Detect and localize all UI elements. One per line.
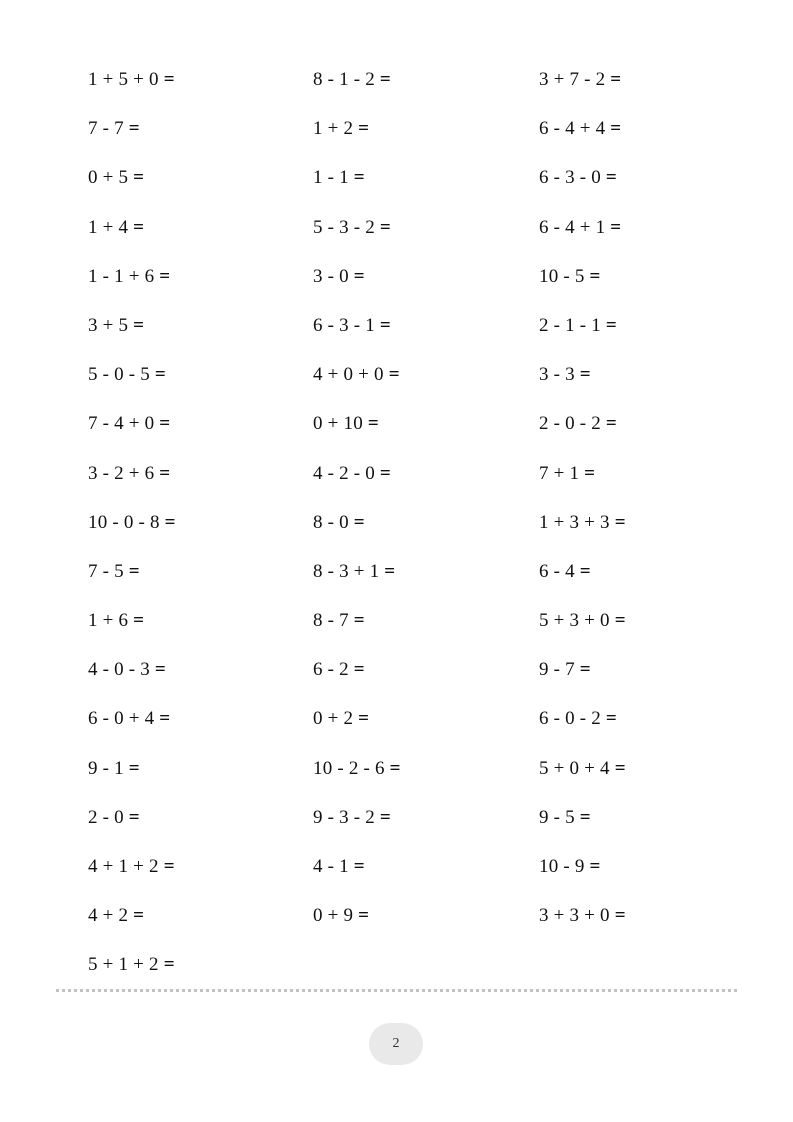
problem-expression: 0 + 10 — [313, 413, 363, 435]
problem-expression: 5 - 3 - 2 — [313, 216, 375, 238]
problem-expression: 7 - 5 — [88, 560, 124, 582]
problem-expression: 4 + 0 + 0 — [313, 364, 384, 386]
problem-expression: 5 - 0 - 5 — [88, 364, 150, 386]
math-problem — [539, 795, 648, 844]
problem-expression: 7 - 7 — [88, 118, 124, 140]
equals-sign: = — [389, 757, 401, 779]
math-problem — [313, 795, 539, 844]
equals-sign: = — [128, 118, 140, 140]
math-problem — [313, 205, 539, 254]
equals-sign: = — [353, 610, 365, 632]
equals-sign: = — [133, 167, 145, 189]
math-problem — [313, 303, 539, 352]
equals-sign: = — [128, 757, 140, 779]
equals-sign: = — [154, 659, 166, 681]
problem-expression: 6 - 4 — [539, 560, 575, 582]
problem-expression: 0 + 2 — [313, 708, 354, 730]
problem-expression: 0 + 9 — [313, 905, 354, 927]
math-problem — [539, 696, 648, 745]
equals-sign: = — [159, 708, 171, 730]
math-problem — [88, 598, 313, 647]
math-problem — [313, 451, 539, 500]
problem-expression: 6 - 3 - 1 — [313, 314, 375, 336]
equals-sign: = — [589, 265, 601, 287]
equals-sign: = — [605, 314, 617, 336]
equals-sign: = — [128, 806, 140, 828]
equals-sign: = — [614, 610, 626, 632]
equals-sign: = — [133, 216, 145, 238]
math-problem — [88, 500, 313, 549]
equals-sign: = — [358, 118, 370, 140]
equals-sign: = — [164, 511, 176, 533]
math-problem — [88, 795, 313, 844]
problem-expression: 4 - 0 - 3 — [88, 659, 150, 681]
problem-expression: 8 - 1 - 2 — [313, 69, 375, 90]
problem-expression: 3 - 2 + 6 — [88, 462, 155, 484]
equals-sign: = — [614, 511, 626, 533]
problem-expression: 3 - 0 — [313, 265, 349, 287]
equals-sign: = — [610, 216, 622, 238]
problem-expression: 8 - 7 — [313, 610, 349, 632]
problem-expression: 3 + 7 - 2 — [539, 69, 606, 90]
problem-expression: 1 - 1 — [313, 167, 349, 189]
math-problem — [313, 549, 539, 598]
problem-expression: 1 + 6 — [88, 610, 129, 632]
problem-expression: 8 - 0 — [313, 511, 349, 533]
math-problem — [539, 254, 648, 303]
problem-expression: 3 + 3 + 0 — [539, 905, 610, 927]
math-problem — [313, 106, 539, 155]
math-problem — [88, 352, 313, 401]
math-problem — [88, 942, 313, 991]
equals-sign: = — [133, 905, 145, 927]
math-problem — [88, 303, 313, 352]
problem-expression: 6 - 2 — [313, 659, 349, 681]
equals-sign: = — [579, 364, 591, 386]
equals-sign: = — [163, 954, 175, 976]
equals-sign: = — [388, 364, 400, 386]
problem-expression: 4 - 2 - 0 — [313, 462, 375, 484]
page-number: 2 — [392, 1036, 400, 1051]
problem-grid — [88, 57, 648, 992]
equals-sign: = — [133, 610, 145, 632]
math-problem — [313, 647, 539, 696]
equals-sign: = — [128, 560, 140, 582]
equals-sign: = — [163, 69, 175, 90]
equals-sign: = — [358, 708, 370, 730]
math-problem — [88, 57, 313, 106]
equals-sign: = — [367, 413, 379, 435]
math-problem — [88, 254, 313, 303]
equals-sign: = — [379, 314, 391, 336]
equals-sign: = — [579, 659, 591, 681]
equals-sign: = — [605, 413, 617, 435]
equals-sign: = — [379, 462, 391, 484]
problem-expression: 1 + 4 — [88, 216, 129, 238]
page-divider — [56, 989, 737, 992]
problem-expression: 1 + 3 + 3 — [539, 511, 610, 533]
problem-expression: 10 - 2 - 6 — [313, 757, 385, 779]
problem-expression: 1 + 5 + 0 — [88, 69, 159, 90]
math-problem — [88, 893, 313, 942]
equals-sign: = — [579, 560, 591, 582]
math-problem — [539, 746, 648, 795]
equals-sign: = — [610, 69, 622, 90]
equals-sign: = — [163, 856, 175, 877]
problem-expression: 7 - 4 + 0 — [88, 413, 155, 435]
math-problem — [88, 106, 313, 155]
math-problem — [539, 205, 648, 254]
problem-expression: 2 - 0 — [88, 806, 124, 828]
math-problem — [539, 57, 648, 106]
math-problem — [88, 696, 313, 745]
math-problem — [313, 57, 539, 106]
problem-expression: 4 - 1 — [313, 856, 349, 877]
math-problem — [539, 549, 648, 598]
problem-expression: 6 - 0 + 4 — [88, 708, 155, 730]
math-problem — [539, 500, 648, 549]
problem-expression: 0 + 5 — [88, 167, 129, 189]
problem-expression: 9 - 3 - 2 — [313, 806, 375, 828]
equals-sign: = — [159, 265, 171, 287]
math-problem — [539, 647, 648, 696]
equals-sign: = — [159, 462, 171, 484]
math-problem — [313, 401, 539, 450]
equals-sign: = — [614, 757, 626, 779]
problem-expression: 3 - 3 — [539, 364, 575, 386]
math-problem — [88, 451, 313, 500]
equals-sign: = — [610, 118, 622, 140]
problem-expression: 10 - 0 - 8 — [88, 511, 160, 533]
equals-sign: = — [379, 216, 391, 238]
math-problem — [88, 401, 313, 450]
problem-expression: 1 - 1 + 6 — [88, 265, 155, 287]
math-problem — [88, 155, 313, 204]
math-problem — [539, 352, 648, 401]
equals-sign: = — [384, 560, 396, 582]
equals-sign: = — [379, 69, 391, 90]
math-problem — [313, 155, 539, 204]
equals-sign: = — [353, 856, 365, 877]
math-problem — [88, 647, 313, 696]
equals-sign: = — [589, 856, 601, 877]
math-problem — [313, 254, 539, 303]
math-problem — [313, 893, 539, 942]
equals-sign: = — [353, 659, 365, 681]
equals-sign: = — [605, 167, 617, 189]
math-problem — [313, 500, 539, 549]
problem-expression: 1 + 2 — [313, 118, 354, 140]
problem-expression: 6 - 0 - 2 — [539, 708, 601, 730]
math-problem — [88, 549, 313, 598]
problem-expression: 5 + 3 + 0 — [539, 610, 610, 632]
equals-sign: = — [579, 806, 591, 828]
problem-expression: 3 + 5 — [88, 314, 129, 336]
problem-expression: 9 - 5 — [539, 806, 575, 828]
equals-sign: = — [379, 806, 391, 828]
math-problem — [539, 303, 648, 352]
problem-expression: 8 - 3 + 1 — [313, 560, 380, 582]
page-number-badge — [369, 1023, 423, 1065]
math-problem — [313, 352, 539, 401]
equals-sign: = — [358, 905, 370, 927]
problem-expression: 10 - 5 — [539, 265, 585, 287]
math-problem — [539, 106, 648, 155]
problem-expression: 7 + 1 — [539, 462, 580, 484]
problem-expression: 6 - 4 + 1 — [539, 216, 606, 238]
problem-expression: 9 - 7 — [539, 659, 575, 681]
equals-sign: = — [353, 511, 365, 533]
problem-expression: 10 - 9 — [539, 856, 585, 877]
problem-expression: 4 + 2 — [88, 905, 129, 927]
math-problem — [313, 598, 539, 647]
problem-expression: 2 - 1 - 1 — [539, 314, 601, 336]
math-problem — [539, 451, 648, 500]
equals-sign: = — [605, 708, 617, 730]
math-problem — [313, 696, 539, 745]
equals-sign: = — [584, 462, 596, 484]
equals-sign: = — [614, 905, 626, 927]
math-problem — [539, 598, 648, 647]
problem-expression: 4 + 1 + 2 — [88, 856, 159, 877]
math-problem — [313, 746, 539, 795]
math-problem — [88, 746, 313, 795]
math-problem — [539, 893, 648, 942]
equals-sign: = — [353, 167, 365, 189]
math-problem — [539, 401, 648, 450]
problem-expression: 6 - 3 - 0 — [539, 167, 601, 189]
equals-sign: = — [159, 413, 171, 435]
equals-sign: = — [353, 265, 365, 287]
math-problem — [539, 155, 648, 204]
math-problem — [313, 844, 539, 893]
problem-expression: 6 - 4 + 4 — [539, 118, 606, 140]
problem-expression: 2 - 0 - 2 — [539, 413, 601, 435]
problem-expression: 9 - 1 — [88, 757, 124, 779]
math-problem — [88, 844, 313, 893]
math-problem — [539, 844, 648, 893]
math-problem — [88, 205, 313, 254]
problem-expression: 5 + 1 + 2 — [88, 954, 159, 976]
equals-sign: = — [133, 314, 145, 336]
equals-sign: = — [154, 364, 166, 386]
problem-expression: 5 + 0 + 4 — [539, 757, 610, 779]
